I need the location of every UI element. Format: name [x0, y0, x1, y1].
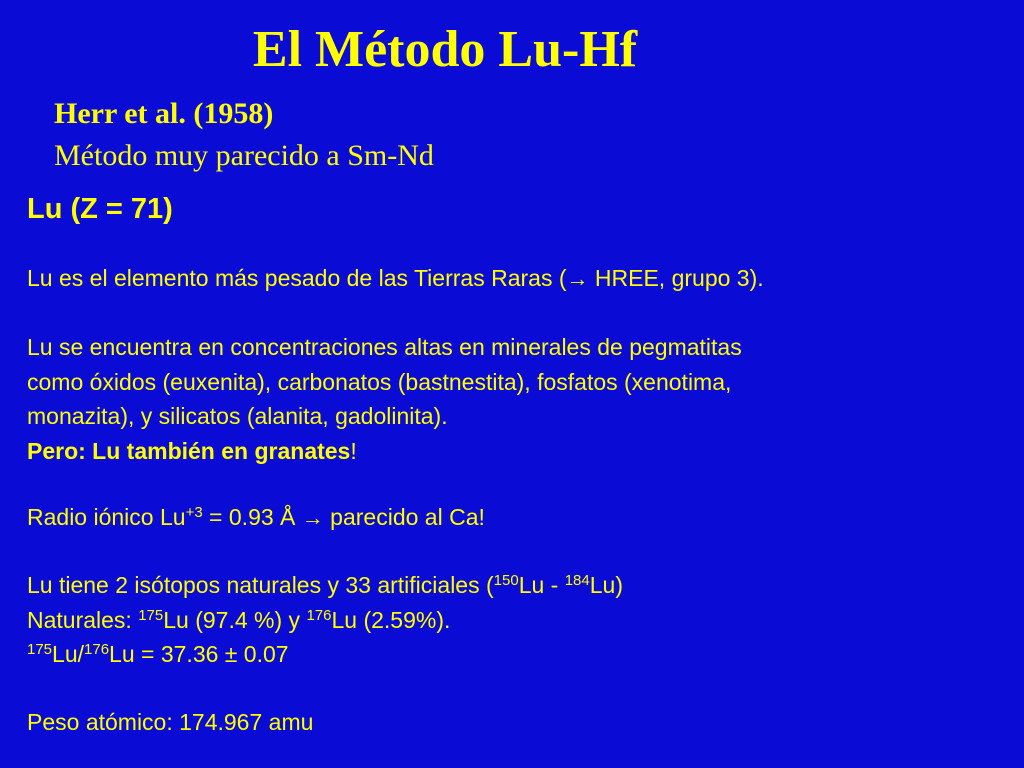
superscript: 175 — [27, 641, 53, 658]
text-segment: Naturales: — [27, 606, 139, 633]
superscript: +3 — [185, 504, 203, 521]
superscript: 184 — [564, 572, 590, 589]
text-line: monazita), y silicatos (alanita, gadolinita). — [27, 403, 448, 429]
text-segment: Radio iónico Lu — [27, 504, 186, 530]
para-ionic-radius — [27, 500, 485, 536]
text-segment: Lu = 37.36 ± 0.07 — [109, 641, 289, 667]
text-segment: Lu - — [518, 572, 565, 598]
text-line — [27, 603, 623, 638]
text-line — [27, 637, 623, 672]
text-segment: Lu es el elemento más pesado de las Tierras Raras ( — [27, 265, 567, 291]
text-segment: Lu) — [589, 572, 623, 598]
element-heading: Lu (Z = 71) — [27, 193, 173, 225]
text-segment: HREE, grupo 3). — [588, 265, 764, 291]
text-line — [27, 434, 742, 469]
para-isotopes — [27, 568, 623, 672]
reference-line: Herr et al. (1958) — [54, 97, 274, 130]
arrow-right-icon: → — [566, 266, 589, 291]
text-line — [27, 568, 623, 603]
slide-title: El Método Lu-Hf — [252, 21, 638, 78]
text-segment: Lu/ — [52, 641, 85, 667]
para-occurrence — [27, 330, 742, 468]
text-line: Lu se encuentra en concentraciones altas en minerales de pegmatitas — [27, 334, 742, 360]
para-atomic-weight: Peso atómico: 174.967 amu — [27, 709, 314, 735]
text-segment: = 0.93 Å — [202, 504, 302, 530]
method-note: Método muy parecido a Sm-Nd — [54, 139, 434, 172]
text-line: como óxidos (euxenita), carbonatos (bastnestita), fosfatos (xenotima, — [27, 368, 732, 395]
superscript: 176 — [306, 606, 332, 624]
text-segment: Lu tiene 2 isótopos naturales y 33 artificiales ( — [27, 572, 494, 598]
text-segment: ! — [350, 437, 357, 464]
text-segment: Lu (2.59%). — [331, 606, 451, 633]
text-segment: parecido al Ca! — [323, 504, 485, 530]
superscript: 150 — [493, 572, 519, 589]
para-heaviest-ree — [27, 261, 764, 297]
superscript: 176 — [84, 641, 110, 658]
text-segment: Lu (97.4 %) y — [163, 606, 307, 633]
emphasis-text: Pero: Lu también en granates — [27, 437, 351, 464]
superscript: 175 — [138, 606, 164, 624]
arrow-right-icon: → — [301, 505, 324, 530]
